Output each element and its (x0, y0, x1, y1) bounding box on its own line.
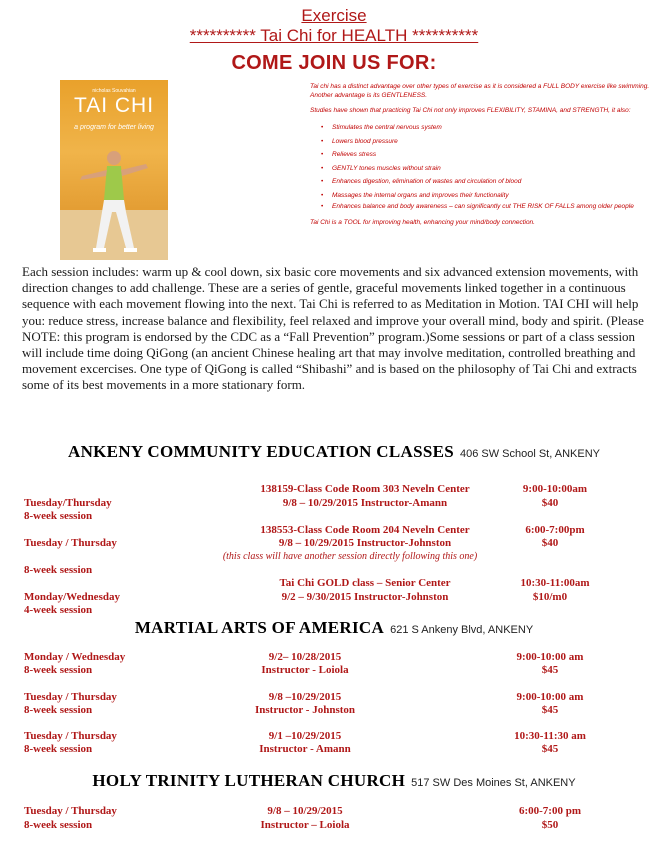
class-days: Tuesday / Thursday (24, 730, 117, 742)
benefit-item: • Enhances balance and body awareness – can significantly cut THE RISK OF FALLS among older people (332, 202, 650, 212)
class-time: 9:00-10:00 am (516, 651, 584, 663)
class-dates: 9/1 –10/29/2015 (268, 730, 342, 742)
class-note: (this class will have another session directly following this one) (222, 551, 478, 562)
flyer-title: Exercise (301, 6, 367, 25)
class-length: 8-week session (24, 564, 93, 576)
section-address: 406 SW School St, ANKENY (459, 448, 600, 460)
section-name: HOLY TRINITY LUTHERAN CHURCH (92, 771, 406, 790)
class-price: $40 (541, 537, 559, 549)
class-days: Monday/Wednesday (24, 591, 120, 603)
benefits-intro: Tai chi has a distinct advantage over other types of exercise as it is considered a FULL BODY exercise like swimming. Another advantage is its GENTLENESS. (310, 83, 650, 99)
benefits-closing: Tai Chi is a TOOL for improving health, enhancing your mind/body connection. (310, 219, 535, 226)
book-cover-image (60, 80, 168, 260)
benefit-item: • Relieves stress (332, 148, 650, 162)
benefit-item: • Massages the internal organs and improves their functionality (332, 189, 650, 203)
class-days: Tuesday / Thursday (24, 537, 117, 549)
class-time: 6:00-7:00pm (525, 524, 585, 536)
class-instructor: Instructor - Loiola (261, 664, 349, 676)
class-days: Tuesday / Thursday (24, 691, 117, 703)
join-us-heading: COME JOIN US FOR: (231, 52, 437, 74)
class-price: $10/m0 (532, 591, 568, 603)
class-days: Tuesday/Thursday (24, 497, 112, 509)
class-code: Tai Chi GOLD class – Senior Center (279, 577, 451, 589)
class-length: 8-week session (24, 704, 93, 716)
class-dates: 9/8 – 10/29/2015 Instructor-Johnston (278, 537, 452, 549)
class-dates: 9/2 – 9/30/2015 Instructor-Johnston (281, 591, 449, 603)
tai-chi-figure-icon (60, 140, 168, 260)
section-heading-holy-trinity (0, 771, 668, 791)
section-name: MARTIAL ARTS OF AMERICA (134, 618, 385, 637)
benefit-item: • Enhances digestion, elimination of wastes and circulation of blood (332, 175, 650, 189)
class-dates: 9/8 – 10/29/2015 Instructor-Amann (282, 497, 448, 509)
class-time: 9:00-10:00 am (516, 691, 584, 703)
section-heading-ankeny (0, 442, 668, 462)
class-price: $45 (541, 664, 559, 676)
benefits-studies: Studies have shown that practicing Tai Chi not only improves FLEXIBILITY, STAMINA, and STRENGTH, it also: (310, 107, 631, 114)
session-description: Each session includes: warm up & cool down, six basic core movements and six advanced extension movements, with direction changes to add challenge. These are a series of gentle, graceful movements linked together in a continuous sequence with each movement flowing into the next. Tai Chi is referred to as Meditation in Motion. TAI CHI will help you: reduce stress, increase balance and flexibility, feel relaxed and improve your overall mind, body and spirit. (Please NOTE: this program is endorsed by the CDC as a “Fall Prevention” program.)Some sessions or part of a class session will include time doing QiGong (an ancient Chinese healing art that may involve meditation, controlled breathing and movement excercises. One type of QiGong is called “Shibashi” and is based on the philosophy of Tai Chi and extracts some of its best movements in a more stationary form. (22, 264, 644, 393)
flyer-subtitle (0, 26, 668, 46)
class-time: 6:00-7:00 pm (518, 805, 582, 817)
class-dates: 9/2– 10/28/2015 (268, 651, 342, 663)
benefit-item: • Lowers blood pressure (332, 135, 650, 149)
class-instructor: Instructor – Loiola (260, 819, 350, 831)
cover-title: TAI CHI (73, 94, 155, 117)
benefit-item: • Stimulates the central nervous system (332, 121, 650, 135)
section-heading-martial-arts (0, 618, 668, 638)
section-name: ANKENY COMMUNITY EDUCATION CLASSES (68, 442, 454, 461)
class-price: $45 (541, 704, 559, 716)
section-address: 517 SW Des Moines St, ANKENY (411, 777, 576, 789)
class-instructor: Instructor - Amann (259, 743, 351, 755)
class-days: Tuesday / Thursday (24, 805, 117, 817)
class-instructor: Instructor - Johnston (254, 704, 356, 716)
cover-author: nicholas Souvahian (92, 88, 136, 94)
class-length: 8-week session (24, 664, 93, 676)
class-price: $50 (541, 819, 559, 831)
section-address: 621 S Ankeny Blvd, ANKENY (390, 624, 534, 636)
class-dates: 9/8 –10/29/2015 (268, 691, 342, 703)
class-dates: 9/8 – 10/29/2015 (267, 805, 343, 817)
class-price: $45 (541, 743, 559, 755)
class-time: 10:30-11:00am (520, 577, 590, 589)
class-code: 138553-Class Code Room 204 Neveln Center (260, 524, 470, 536)
benefit-item: • GENTLY tones muscles without strain (332, 162, 650, 176)
class-time: 9:00-10:00am (522, 483, 588, 495)
class-length: 8-week session (24, 510, 93, 522)
class-length: 8-week session (24, 743, 93, 755)
cover-subtitle: a program for better living (74, 124, 154, 131)
subtitle-text: ********** Tai Chi for HEALTH ********** (189, 26, 479, 45)
class-time: 10:30-11:30 am (514, 730, 586, 742)
class-length: 8-week session (24, 819, 93, 831)
class-code: 138159-Class Code Room 303 Neveln Center (260, 483, 470, 495)
class-days: Monday / Wednesday (24, 651, 126, 663)
class-price: $40 (541, 497, 559, 509)
benefits-list (310, 121, 650, 212)
class-length: 4-week session (24, 604, 93, 616)
benefits-panel (310, 82, 650, 233)
